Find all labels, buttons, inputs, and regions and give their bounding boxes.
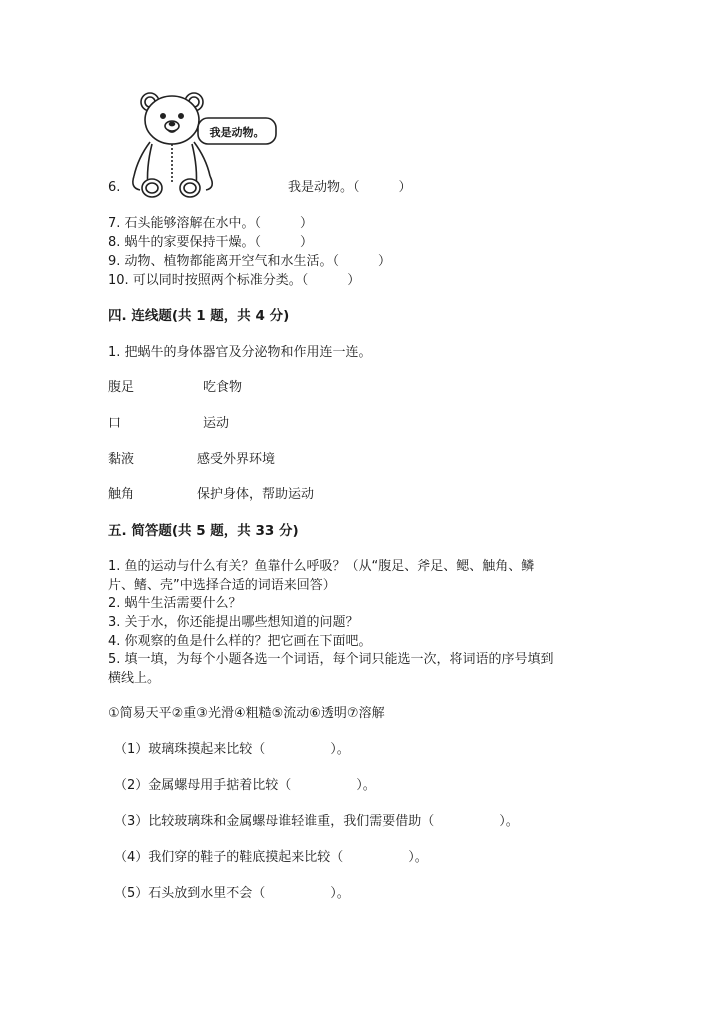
fill-item-5: （5）石头放到水里不会（ ）。	[114, 886, 350, 901]
section-5-q4: 4. 你观察的鱼是什么样的？把它画在下面吧。	[108, 634, 372, 649]
match-left-4: 触角	[108, 487, 135, 502]
match-left-2: 口	[108, 416, 122, 431]
section-4-title: 四. 连线题(共 1 题，共 4 分)	[108, 308, 290, 324]
section-5-q1-line1: 1. 鱼的运动与什么有关？鱼靠什么呼吸？（从“腹足、斧足、鳃、触角、鳞	[108, 559, 535, 574]
section-5-title: 五. 简答题(共 5 题，共 33 分)	[108, 523, 299, 539]
question-7: 7. 石头能够溶解在水中。（ ）	[108, 216, 314, 231]
word-options: ①简易天平②重③光滑④粗糙⑤流动⑥透明⑦溶解	[108, 706, 385, 721]
teddy-bear-illustration	[128, 88, 278, 200]
question-6-text: 我是动物。（ ）	[288, 180, 412, 195]
match-right-4: 保护身体，帮助运动	[197, 487, 315, 502]
question-6-number: 6.	[108, 180, 121, 195]
section-5-q3: 3. 关于水，你还能提出哪些想知道的问题？	[108, 615, 359, 630]
match-left-3: 黏液	[108, 452, 135, 467]
fill-item-2: （2）金属螺母用手掂着比较（ ）。	[114, 778, 376, 793]
fill-item-4: （4）我们穿的鞋子的鞋底摸起来比较（ ）。	[114, 850, 428, 865]
question-10: 10. 可以同时按照两个标准分类。（ ）	[108, 273, 361, 288]
section-5-q2: 2. 蜗牛生活需要什么？	[108, 596, 242, 611]
match-right-1: 吃食物	[203, 380, 243, 395]
match-right-2: 运动	[203, 416, 230, 431]
section-5-q1-line2: 片、鳍、壳”中选择合适的词语来回答）	[108, 578, 336, 593]
question-9: 9. 动物、植物都能离开空气和水生活。（ ）	[108, 254, 392, 269]
section-5-q5-line2: 横线上。	[108, 671, 161, 686]
match-right-3: 感受外界环境	[197, 452, 276, 467]
fill-item-1: （1）玻璃珠摸起来比较（ ）。	[114, 742, 350, 757]
section-4-question-1: 1. 把蜗牛的身体器官及分泌物和作用连一连。	[108, 345, 372, 360]
section-5-q5-line1: 5. 填一填，为每个小题各选一个词语，每个词只能选一次，将词语的序号填到	[108, 652, 554, 667]
question-8: 8. 蜗牛的家要保持干燥。（ ）	[108, 235, 314, 250]
fill-item-3: （3）比较玻璃珠和金属螺母谁轻谁重，我们需要借助（ ）。	[114, 814, 519, 829]
speech-bubble-text: 我是动物。	[209, 126, 265, 139]
match-left-1: 腹足	[108, 380, 135, 395]
